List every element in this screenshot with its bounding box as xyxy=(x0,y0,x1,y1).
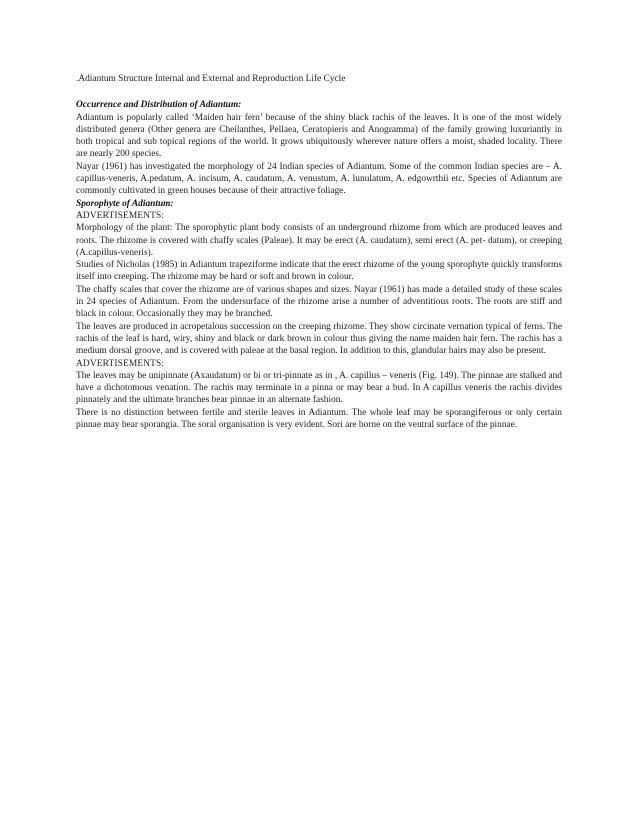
paragraph: Nayar (1961) has investigated the morphology of 24 Indian species of Adiantum. Some of the common Indian species are – A. capillus-veneris, A.pedatum, A. incisum, A. caudatum, A. venustum, A. lunulatum, A. edgowrthii etc. Species of Adiantum are commonly cultivated in green houses because of their attractive foliage. xyxy=(76,161,562,197)
paragraph: The leaves are produced in acropetalous succession on the creeping rhizome. They show circinate vernation typical of ferns. The rachis of the leaf is hard, wiry, shiny and black or dark brown in colour thus giving the name maiden hair fern. The rachis has a medium dorsal groove, and is covered with paleae at the basal region. In addition to this, glandular hairs may also be present. xyxy=(76,321,562,357)
paragraph: The chaffy scales that cover the rhizome are of various shapes and sizes. Nayar (1961) has made a detailed study of these scales in 24 species of Adiantum. From the undersurface of the rhizome arise a number of adventitious roots. The roots are stiff and black in colour. Occasionally they may be branched. xyxy=(76,284,562,320)
document-title: .Adiantum Structure Internal and External and Reproduction Life Cycle xyxy=(76,74,346,84)
paragraph: The leaves may be unipinnate (Axaudatum) or bi or tri-pinnate as in , A. capillus – veneris (Fig. 149). The pinnae are stalked and have a dichotomous venation. The rachis may terminate in a pinna or may bear a bud. In A capillus veneris the rachis divides pinnately and the ultimate branches bear pinnae in an alternate fashion. xyxy=(76,370,562,406)
paragraph: There is no distinction between fertile and sterile leaves in Adiantum. The whole leaf may be sporangiferous or only certain pinnae may bear sporangia. The soral organisation is very evident. Sori are borne on the ventral surface of the pinnae. xyxy=(76,407,562,431)
section-sporophyte xyxy=(76,198,562,432)
advertisement-label: ADVERTISEMENTS: xyxy=(76,358,165,369)
paragraph: Morphology of the plant: The sporophytic plant body consists of an underground rhizome from which are produced leaves and roots. The rhizome is covered with chaffy scales (Paleae). It may be erect (A. caudatum), semi erect (A. pet- datum), or creeping (A.capillus-veneris). xyxy=(76,223,562,258)
section-occurrence xyxy=(76,99,562,197)
document-page xyxy=(76,73,562,431)
section-heading: Occurrence and Distribution of Adiantum: xyxy=(76,100,242,111)
paragraph: Studies of Nicholas (1985) in Adiantum trapeziforme indicate that the erect rhizome of the young sporophyte quickly transforms itself into creeping. The rhizome may be hard or soft and brown in colour. xyxy=(76,260,562,283)
advertisement-label: ADVERTISEMENTS: xyxy=(76,210,165,221)
section-heading: Sporophyte of Adiantum: xyxy=(76,198,174,209)
paragraph: Adiantum is popularly called ‘Maiden hair fern’ because of the shiny black rachis of the leaves. It is one of the most widely distributed genera (Other genera are Cheilanthes, Pellaea, Ceratopieris and Anogramma) of the family growing luxuriantly in both tropical and sub topical regions of the world. It grows ubiquitously wherever nature offers a moist, shaded locality. There are nearly 200 species. xyxy=(76,112,562,160)
